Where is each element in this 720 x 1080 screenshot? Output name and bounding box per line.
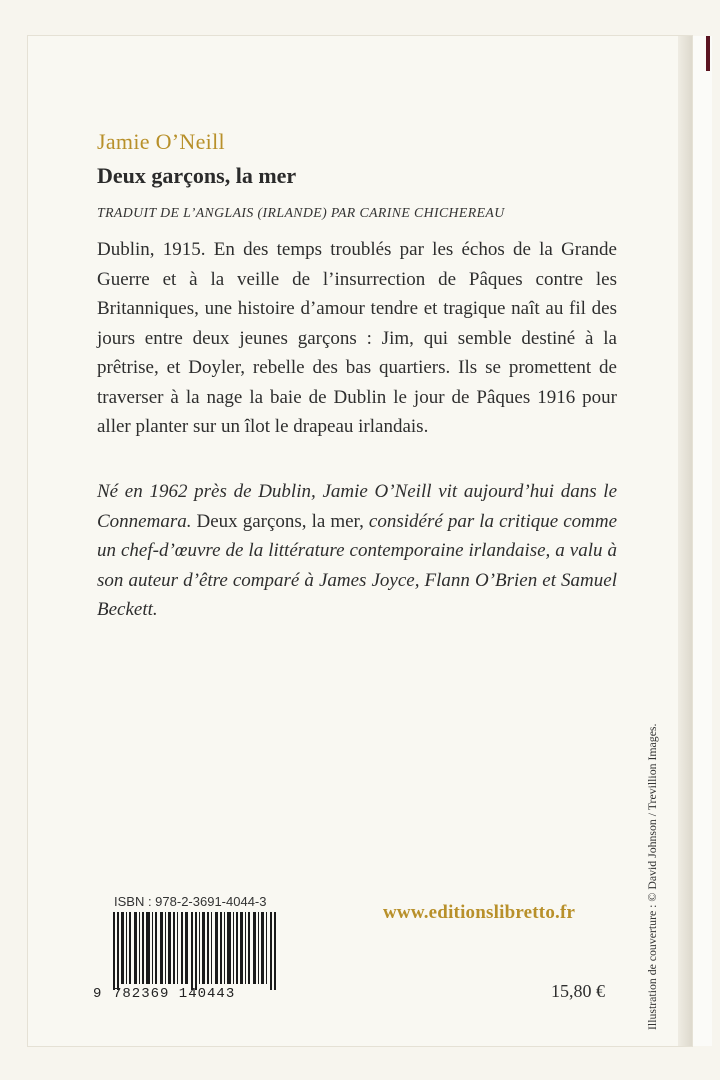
translator-line: TRADUIT DE L’ANGLAIS (IRLANDE) PAR CARINE CHICHEREAU xyxy=(97,205,505,220)
price: 15,80 € xyxy=(551,981,605,1001)
bio-title-mention: Deux garçons, la mer, xyxy=(196,510,364,532)
publisher-website: www.editionslibretto.fr xyxy=(383,902,576,923)
bio-italic-part: Né en 1962 près de Dublin, Jamie O’Neill vit aujourd’hui dans le Connemara. xyxy=(97,481,617,532)
synopsis-paragraph: Dublin, 1915. En des temps troublés par les échos de la Grande Guerre et à la veille de l’insurrection de Pâques contre les Britanniques, une histoire d’amour tendre et tragique naît au fil des jours entre deux jeunes garçons : Jim, qui semble destiné à la prêtrise, et Doyler, rebelle des bas quartiers. Ils se promettent de traverser à la nage la baie de Dublin le jour de Pâques 1916 pour aller planter sur un îlot le drapeau irlandais. xyxy=(97,239,617,437)
bio-italic-part-2: considéré par la critique comme un chef-d’œuvre de la littérature contemporaine irlandaise, a valu à son auteur d’être comparé à James Joyce, Flann O’Brien et Samuel Beckett. xyxy=(97,510,618,620)
page-edge xyxy=(692,36,712,1046)
isbn-label: ISBN : 978-2-3691-4044-3 xyxy=(114,894,267,909)
spine-color-strip xyxy=(706,36,710,71)
cover-illustration-credit: Illustration de couverture : © David Johnson / Trevillion Images. xyxy=(645,723,659,1030)
cover-shadow xyxy=(678,36,692,1046)
author-name: Jamie O’Neill xyxy=(97,129,225,154)
author-bio-paragraph xyxy=(97,477,617,625)
barcode-icon xyxy=(113,912,276,990)
barcode-digits: 782369 140443 xyxy=(113,986,236,1002)
book-title: Deux garçons, la mer xyxy=(97,163,297,188)
barcode-lead-digit: 9 xyxy=(93,986,102,1002)
